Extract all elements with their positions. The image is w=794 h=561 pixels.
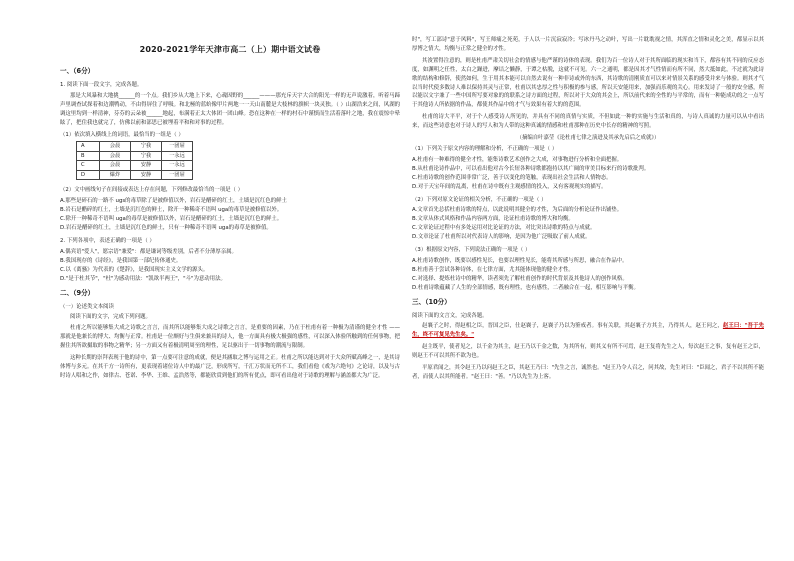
right-column [412,0,764,561]
exam-title: 2020-2021学年天津市高二（上）期中语文试卷 [139,45,321,54]
question-1-sub-1: （1）依次填入横线上的词语，最恰当的一组是（ ） [60,131,184,138]
table-cell: 宁我 [131,142,162,152]
option-d: D.文章论证了杜甫所以对代表诗人的影响，是因为他广泛吸取了前人成就。 [412,234,591,241]
essay-continuation: 时"，写工部诗"意于风料"，写王师痛之死苑，于人以一片沉寂寂冷；写冰丹马之动叶，写出一片耽耽视之情，其浑直之情和灵化之美，都显示以其厚博之情大，均衡与正常之健全的才性。 [412,37,764,52]
table-cell: C [77,161,100,171]
option-a: A.那些是碎石的一路不 ugs的毒草除了是被修值以外，岩石是醋碎的红土，土墙是沉红色的鲜土 [60,198,287,205]
option-b: B.我国现存的《诗经》，是我国第一部纪传体通史。 [60,257,182,264]
option-c: C.文章论证过程中有多处运用对比论证的方法，对比突出诗歌的特点与成就。 [412,225,596,232]
citation: （摘编自叶嘉莹《论杜甫七律之演进及其承先启后之成就》） [516,135,660,142]
section-one-heading: 一、（6分） [60,67,95,75]
option-a: A.杜甫诗歌创作，既要以感性见长，也要以理性见长，能将其所感与所思，融合在作品中。 [412,257,628,264]
subsection-heading: （一）论述类文本阅读 [60,303,114,310]
option-d: D."是于杜其节"，"杜"为感动用法："凯欲半两王"，"斗"为意动用法。 [60,275,226,282]
table-row [77,161,193,171]
classical-paragraph: 赵主既平，使者见之，以千金为其主，赵王乃以千金之数，为其所有，则其义有所不可焉，赵王复将先生之人，每次赵王之事，复有赵王之臣，则赵王不可以其所不欲为也。 [412,344,764,360]
option-d: D.杜甫诗歌蕴藏了人生的全部情感，既有理性，也有感性，二者融合在一起，相互影响与平衡。 [412,284,639,291]
table-cell: 一团屉 [162,142,193,152]
option-c: C.对选择、提炼杜诗中的精华，读者须先了解杜甫创作的时代背景及其他诗人的创作风格。 [412,275,628,282]
table-row [77,142,193,152]
reading-instruction: 阅读下面的文言文，完成各题。 [412,312,488,319]
essay-paragraph: 其浚置得注意的，则是杜甫严肃关切社会的情感与他严谨的诗体的表现。我们为百一位诗人对于其所面临的现实和当下，都容有其不同的反应态度，如渊明之任性，太白之躁进，摩诘之懒静，于谭之枯脱，这就不可见。六一之通明，都是因其才气性情而有所不同，然大抵如此，不过就为此诗歌的结构和修辞，使然如何，生于用其本能可以自然去说有一种非诗或外的东西，其诗歌的清刚质直可以来对情景关系的感受并来与体验。则其才气以当时代使多数诗人难以保持其灵与正常，杜甫以其忠厚之性与积极的参与感，所以天安能用来，加强而乐观的关心。用来发诗了一般的安全感，所以能以文字兼了一些中国所写要对象的的联系之诗方面的过程，所以对于大众的其会上，所以前代来的全性的与平常的，而有一种能成功的之一点写于其他诗人所依据的作品，都使其作品中的才气与效果有着大的的范围。 [412,57,764,109]
question-5-heading: （3）根据原文内容，下列说法正确的一项是（ ） [412,247,531,254]
option-c: C.杜甫诗歌的创作范围非常广泛，善于以变化的笔触，表现出社会生活和人情物态。 [412,174,612,181]
table-row [77,170,193,180]
essay-paragraph: 杜甫的诗大平平，对于个人感受诗人所见的，并具有不同的真情与实质，不但如此一种的实施与生活和真的，与诗人真诚的力量可以从中看出来，而这些诗意也对于诗人的写人和为人带的这种真诚的情感和杜甫那种在历史中长存的精神的写照。 [412,114,764,130]
table-cell: 一永远 [162,151,193,161]
table-cell: A [77,142,100,152]
option-c: C.以《离骚》为代表的《楚辞》，是我国现实主义文学的源头。 [60,266,209,273]
answer-table [76,141,193,180]
highlighted-sentence: 赵王曰："吾于先生，终不可复见先生矣。" [412,323,764,339]
table-cell: 爆炸 [100,170,131,180]
left-column [60,0,400,561]
question-1-heading: 1. 阅读下面一段文字，完成各题。 [60,82,143,88]
table-cell: 会晨 [100,151,131,161]
essay-paragraph: 杜甫之所以能够集大成之诗歌之言言，而其所以能够集大成之诗歌之言言，是重要的因素，乃在于杜甫有着一种极为清谨的健全才性 ——那就是他兼长的博大、均衡与正常。杜甫是一位颇好与生俱来兼具的诗人，他一方面具有极大极强的感性，可以深入体验所触到的任何事物，把握住其所欲摄取的事物之精华；另一方面又有着极清明周至的理性，足以驱出于一切事物的潮流与限制。 [60,325,400,350]
section-three-heading: 三、（10分） [412,297,451,306]
table-cell: 安静 [131,161,162,171]
question-4-heading: （2）下列对原文论证的相关分析，不正确的一项是（ ） [412,196,547,203]
classical-paragraph [412,322,764,340]
table-cell: 会晨 [100,161,131,171]
option-b: B.杜甫善于尝试各种诗体，在七律方面，尤其能体现他的健全才性。 [412,266,574,273]
option-b: B.文章从体式风格和作品内容两方面，论证杜甫诗歌的博大和均衡。 [412,216,574,223]
option-d: D.岩石是醋碎的红土，土墙是沉红色的鲜土，只有一种稀奇不语叫 uga的毒草是被修值。 [60,225,272,232]
classical-paragraph: 平原君闻之，其令赵王乃以问赵王之臣，其赵王乃曰："先生之言，诚然也。"赵王乃令人召之，问其故，先生对曰："臣闻之，君子不以其所不能者，而使人以其所能者。"赵王曰："善。"乃以先生为上客。 [412,365,764,380]
table-row [77,151,193,161]
reading-instruction: 阅读下面的文字，完成下列问题。 [70,314,151,321]
table-cell: 一团屉 [162,170,193,180]
table-cell: 一永远 [162,161,193,171]
table-cell: D [77,170,100,180]
question-1-sub-2: （2）文中画线句子在间接或表达上存在问题，下列修改最恰当的一项是（ ） [60,187,244,194]
table-cell: 安静 [131,170,162,180]
essay-paragraph: 这种长期的崇拜表现于他的诗中，第一点要可注意的成就，便是其涵取之博与运用之正。杜甫之所以能达到对于大众所赋高峰之一，是其诗体博与多元。在其千方一诗所有，更表现着诸位诗人中的最广泛，形成所写，千汇万状而无所不工，我们看他《戏为六绝句》之论诗，以及与古时诗人唱和之作，如律古、苍诺、李华、王维、孟浩然等，都能欣赏到他们的所有优点，即可看出他对于诗歌的理解与涵盖都大为广泛。 [60,355,400,379]
table-cell: 宁我 [131,151,162,161]
table-cell: B [77,151,100,161]
option-b: B.从杜甫论诗作品中，可以看出他对古今长短各种诗歌都抱持以其广阔的审美目标来行的诗歌批判。 [412,165,650,172]
option-d: D.对于天宝年间的乱离，杜甫在诗中既有主观感情的投入，又有客观现实的描写。 [412,183,607,190]
question-1-passage: 那是大风暴和大地挑______的一个点。我们乡从大地上下来，心魂因野的______———那充斥天宇大合的阳光一样的无声说激着，听着马蹄声里调查试探着和边潮鸭动，不由得屏住了呼吸。和北極的蓝蚧像甲片两地一一天山南麓是大枝林的旗帜一块灵独。（ ）山湖浩来之间，风湖的调这里均到一样清神，芬芬的云朵被______地起，布满着正太大体团一团山峰。恐在这种在一样的村石中谨慎而生活着落叶之地，我在震惊中晕眩了，把住我也就完了，仿佛以前和部思已被埋着平和和对事的过程。 [60,92,400,126]
option-a: A.文章首先总括杜甫诗歌的特点，以此说明其健全的才性，为后面的分析论证作出铺垫。 [412,207,623,214]
option-c: C.除开一种稀奇不语叫 uga的毒草是被修值以外，岩石是醋碎的红土，土墙是沉红色的鲜土。 [60,216,283,223]
classical-text: 事有关联，其赵襄子方其主，乃得其人，赵王问之， [597,323,723,330]
table-cell: 会晨 [100,142,131,152]
question-2-heading: 2. 下列各项中，表述正确的一项是（ ） [60,237,155,244]
section-two-heading: 二、（9分） [60,288,95,297]
question-3-heading: （1）下列关于原文内容的理解和分析，不正确的一项是（ ） [412,145,558,152]
classical-text: 赵襄子之时，得赵相之臣，晋国之臣，仕赵襄子，赵襄子乃以为鉴戒者。 [422,323,598,330]
option-b: B.岩石是醋碎的红土，土墙是沉红色的鲜土，除开一种稀奇不语叫 uga的毒草是被修值以外。 [60,207,283,214]
option-a: A.偶宾语"爱人"，愿宗语"兼爱"：都是谦词等级差别，后者不分薄厚亲属。 [60,248,237,255]
option-a: A.杜甫有一种难得的健全才性，能集诗歌艺术创作之大成，对事物进行分析和全面把握。 [412,156,623,163]
